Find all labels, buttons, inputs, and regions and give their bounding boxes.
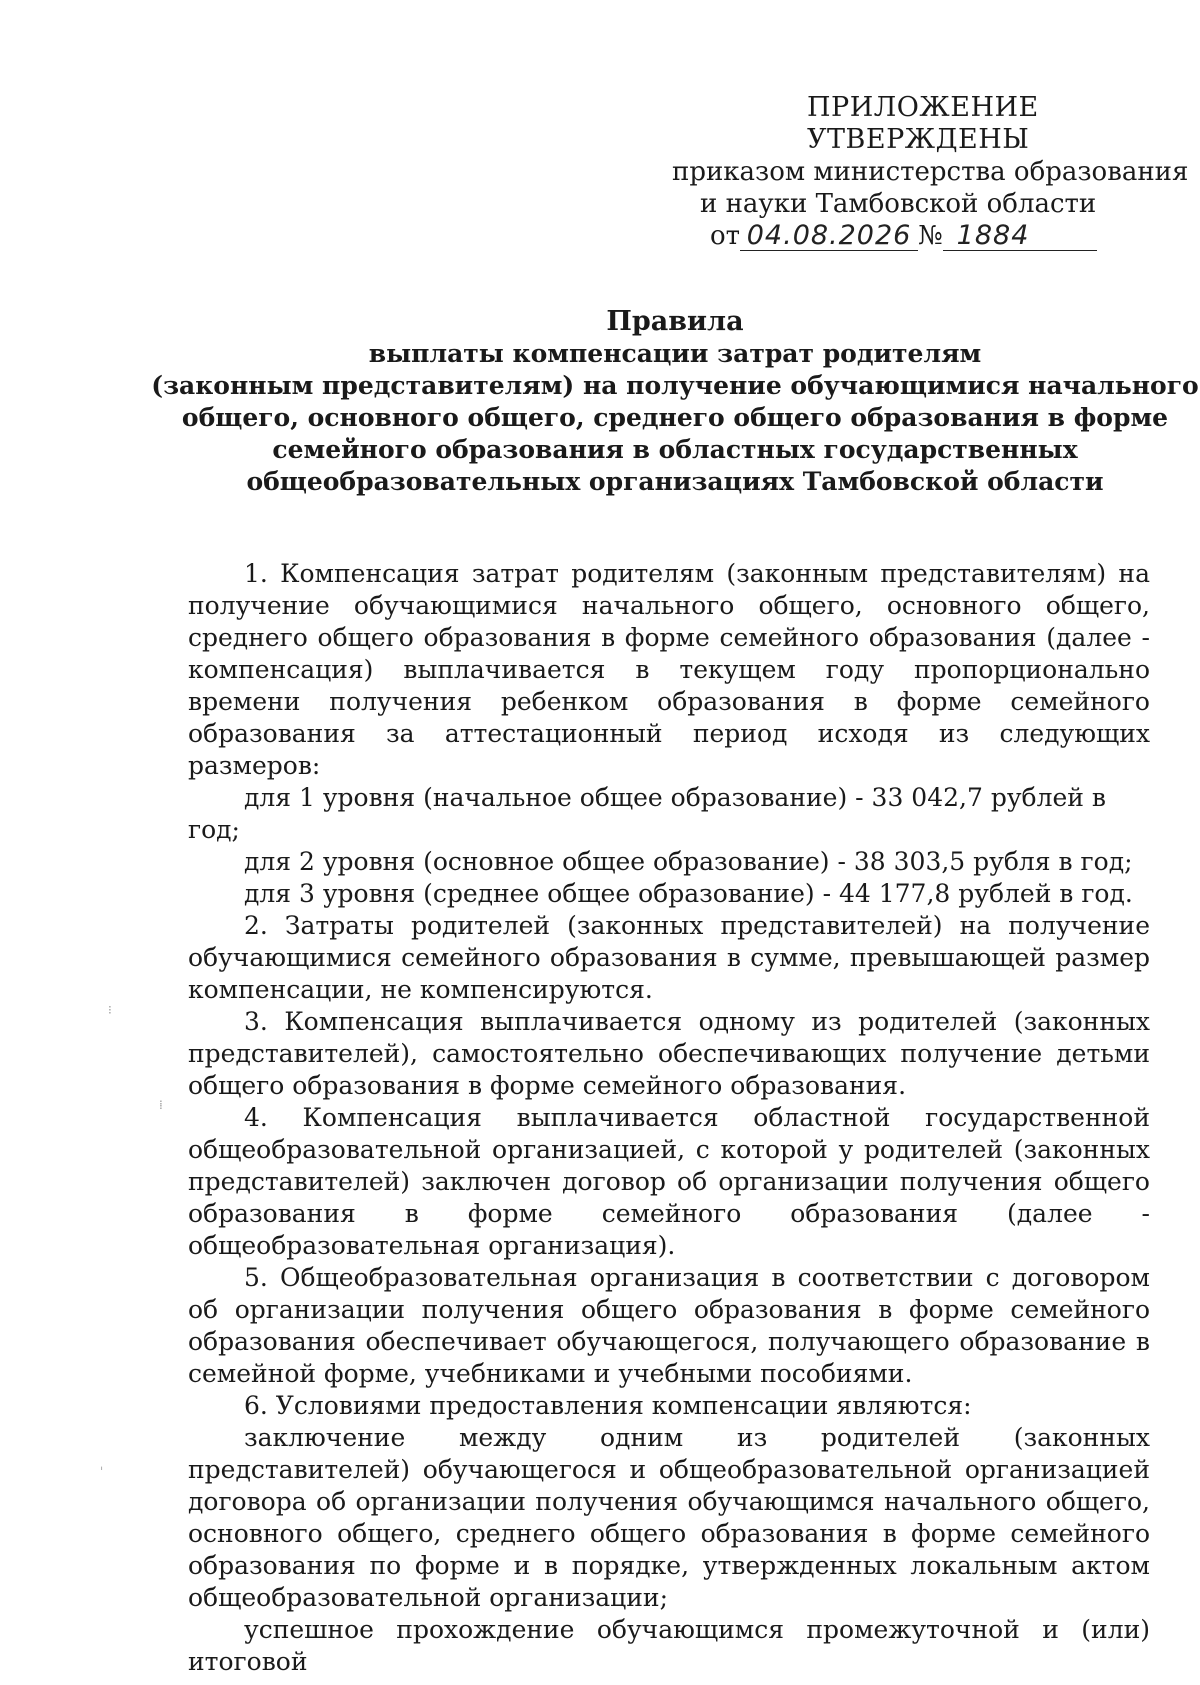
appendix-label: ПРИЛОЖЕНИЕ	[807, 92, 1039, 123]
rate-level-1: для 1 уровня (начальное общее образование) - 33 042,7 рублей в год;	[188, 783, 1106, 844]
paragraph-4: 4. Компенсация выплачивается областной государственной общеобразовательной организацией, с которой у родителей (законных представителей) заключен договор об организации получения общего образования в форме семейного образования (далее - общеобразовательная организация).	[188, 1103, 1150, 1260]
scan-speck: ⁞	[159, 1098, 163, 1112]
rate-level-3: для 3 уровня (среднее общее образование) - 44 177,8 рублей в год.	[244, 879, 1133, 908]
order-date-number	[660, 220, 1140, 252]
order-issuer: приказом министерства образования	[672, 157, 1189, 187]
title-main: Правила	[606, 306, 744, 337]
rate-level-2: для 2 уровня (основное общее образование) - 38 303,5 рубля в год;	[244, 847, 1133, 876]
scan-speck: ⁝	[108, 1003, 112, 1017]
approval-stamp	[660, 92, 1189, 252]
paragraph-6: 6. Условиями предоставления компенсации являются:	[244, 1391, 972, 1420]
document-body	[188, 558, 1150, 1678]
from-prefix: от	[710, 221, 741, 251]
handwritten-number: 1884	[943, 222, 1097, 251]
condition-attestation: успешное прохождение обучающимся промежуточной и (или) итоговой	[188, 1615, 1150, 1676]
order-region: и науки Тамбовской области	[700, 189, 1097, 219]
number-sign: №	[918, 221, 943, 251]
title-line: (законным представителям) на получение обучающимися начального	[151, 371, 1199, 400]
condition-contract: заключение между одним из родителей (законных представителей) обучающегося и общеобразовательной организацией договора об организации получения обучающимся начального общего, основного общего, среднего общего образования в форме семейного образования по форме и в порядке, утвержденных локальным актом общеобразовательной организации;	[188, 1423, 1150, 1612]
approved-label: УТВЕРЖДЕНЫ	[807, 124, 1030, 155]
title-line: общеобразовательных организациях Тамбовской области	[246, 467, 1104, 496]
title-line: семейного образования в областных государственных	[272, 435, 1078, 464]
paragraph-5: 5. Общеобразовательная организация в соответствии с договором об организации получения общего образования в форме семейного образования обеспечивает обучающегося, получающего образование в семейной форме, учебниками и учебными пособиями.	[188, 1263, 1150, 1388]
handwritten-date: 04.08.2026	[740, 222, 918, 251]
paragraph-3: 3. Компенсация выплачивается одному из родителей (законных представителей), самостоятельно обеспечивающих получение детьми общего образования в форме семейного образования.	[188, 1007, 1150, 1100]
title-line: выплаты компенсации затрат родителям	[368, 339, 982, 368]
title-line: общего, основного общего, среднего общего образования в форме	[181, 403, 1169, 432]
scan-speck: ˌ	[100, 1457, 104, 1471]
paragraph-2: 2. Затраты родителей (законных представителей) на получение обучающимися семейного образования в сумме, превышающей размер компенсации, не компенсируются.	[188, 911, 1150, 1004]
document-title	[130, 306, 1200, 498]
paragraph-1: 1. Компенсация затрат родителям (законным представителям) на получение обучающимися начального общего, основного общего, среднего общего образования в форме семейного образования (далее - компенсация) выплачивается в текущем году пропорционально времени получения ребенком образования в форме семейного образования за аттестационный период исходя из следующих размеров:	[188, 559, 1150, 780]
